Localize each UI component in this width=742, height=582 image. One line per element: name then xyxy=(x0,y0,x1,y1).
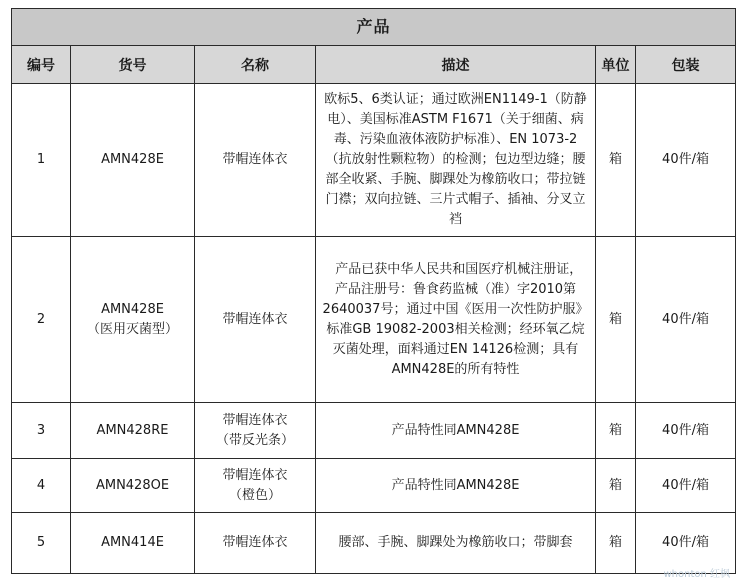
cell-unit: 箱 xyxy=(596,513,636,574)
cell-pack: 40件/箱 xyxy=(636,237,736,403)
header-row xyxy=(12,46,736,84)
cell-no: 2 xyxy=(12,237,71,403)
table-row xyxy=(12,237,736,403)
cell-sku xyxy=(71,84,195,237)
cell-name xyxy=(195,459,316,513)
header-pack: 包装 xyxy=(636,46,736,84)
cell-no: 3 xyxy=(12,403,71,459)
cell-pack: 40件/箱 xyxy=(636,459,736,513)
cell-unit: 箱 xyxy=(596,459,636,513)
cell-unit: 箱 xyxy=(596,403,636,459)
sku-text: AMN428E xyxy=(101,152,164,167)
cell-pack: 40件/箱 xyxy=(636,513,736,574)
header-unit: 单位 xyxy=(596,46,636,84)
cell-sku: AMN428OE xyxy=(71,459,195,513)
cell-sku xyxy=(71,237,195,403)
name-text: 带帽连体衣 xyxy=(222,467,288,483)
table-title: 产品 xyxy=(12,9,736,46)
watermark-text: whonton 红枫 xyxy=(663,569,730,580)
table-row xyxy=(12,513,736,574)
cell-desc: 腰部、手腕、脚踝处为橡筋收口；带脚套 xyxy=(316,513,596,574)
table-row xyxy=(12,403,736,459)
cell-desc: 产品特性同AMN428E xyxy=(316,403,596,459)
name-subtext: （带反光条） xyxy=(215,432,294,448)
sku-text: AMN428E xyxy=(101,301,164,317)
cell-name: 带帽连体衣 xyxy=(195,513,316,574)
header-name: 名称 xyxy=(195,46,316,84)
cell-name: 带帽连体衣 xyxy=(195,84,316,237)
cell-unit: 箱 xyxy=(596,237,636,403)
header-desc: 描述 xyxy=(316,46,596,84)
table-row xyxy=(12,84,736,237)
cell-no: 1 xyxy=(12,84,71,237)
sku-subtext: （医用灭菌型） xyxy=(86,321,178,337)
cell-sku: AMN428RE xyxy=(71,403,195,459)
table-row xyxy=(12,459,736,513)
cell-no: 4 xyxy=(12,459,71,513)
cell-pack: 40件/箱 xyxy=(636,84,736,237)
cell-desc: 产品特性同AMN428E xyxy=(316,459,596,513)
cell-desc: 欧标5、6类认证；通过欧洲EN1149-1（防静电）、美国标准ASTM F1671（关于细菌、病毒、污染血液体液防护标准）、EN 1073-2（抗放射性颗粒物）的检测；包边型边缝；腰部全收紧、手腕、脚踝处为橡筋收口；带拉链门襟；双向拉链、三片式帽子、插袖、分叉立裆 xyxy=(316,84,596,237)
header-no: 编号 xyxy=(12,46,71,84)
cell-pack: 40件/箱 xyxy=(636,403,736,459)
name-subtext: （橙色） xyxy=(228,487,281,503)
product-table xyxy=(11,8,736,574)
cell-unit: 箱 xyxy=(596,84,636,237)
header-sku: 货号 xyxy=(71,46,195,84)
cell-no: 5 xyxy=(12,513,71,574)
name-text: 带帽连体衣 xyxy=(222,412,288,428)
cell-name xyxy=(195,403,316,459)
cell-desc: 产品已获中华人民共和国医疗机械注册证， 产品注册号：鲁食药监械（准）字2010第 2640037号；通过中国《医用一次性防护服》标准GB 19082-2003相关检测；经环氧乙烷灭菌处理，面料通过EN 14126检测；具有AMN428E的所有特性 xyxy=(316,237,596,403)
cell-sku: AMN414E xyxy=(71,513,195,574)
cell-name: 带帽连体衣 xyxy=(195,237,316,403)
